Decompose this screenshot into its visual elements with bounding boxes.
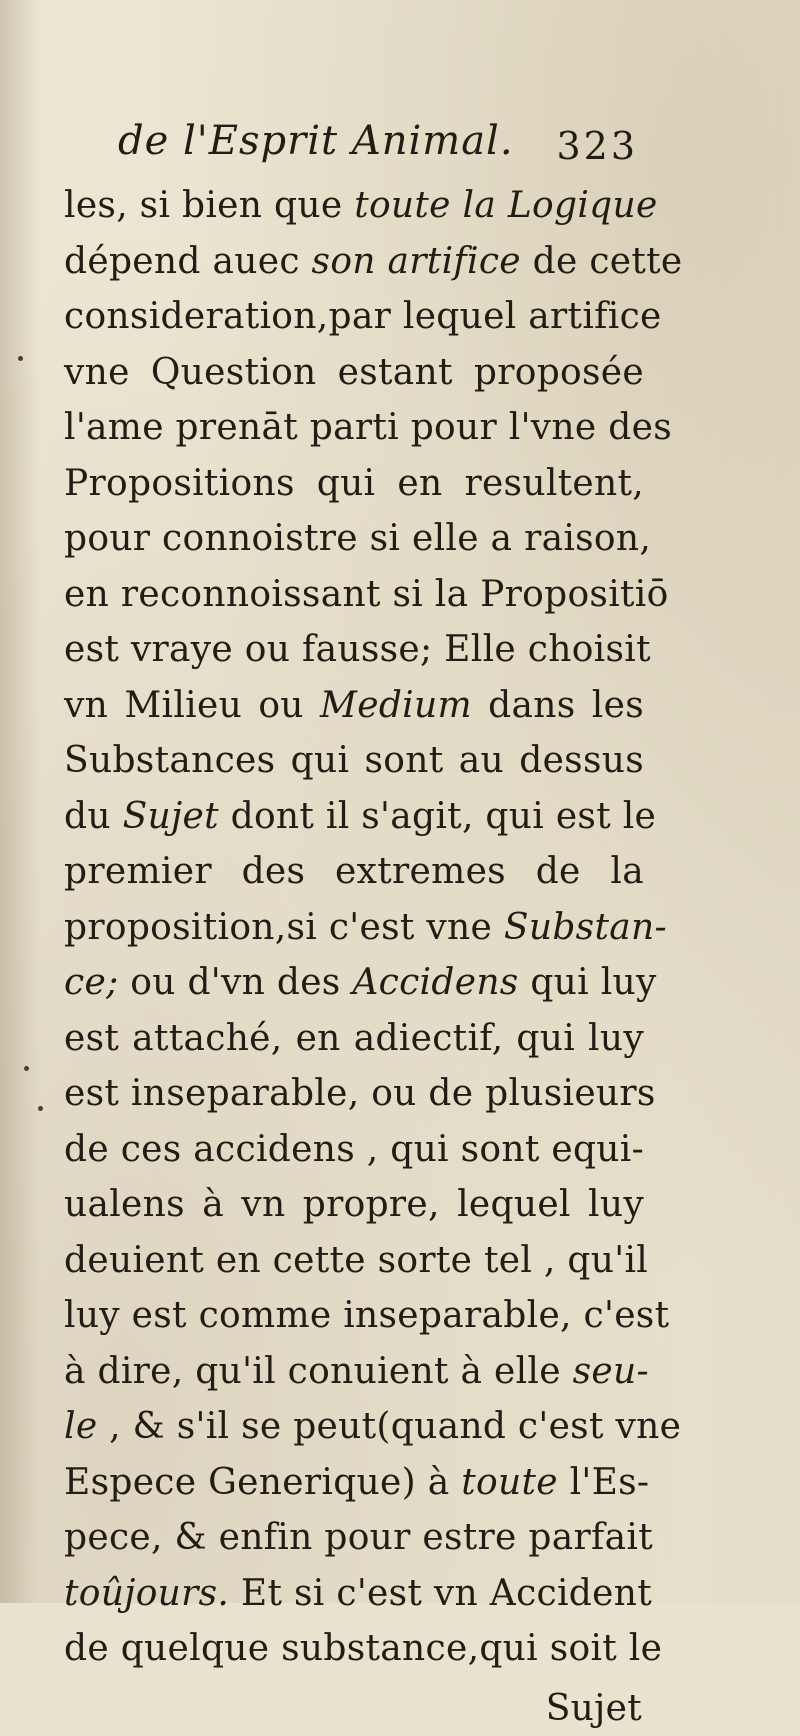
text-line [64,567,644,623]
text-segment: ou d'vn des [119,962,353,1003]
text-segment: est vraye ou fausse; Elle choisit [64,629,651,670]
text-line [64,1399,644,1455]
italic-segment: seu- [573,1351,649,1392]
text-line [64,1122,644,1178]
margin-mark [24,1066,29,1071]
text-line [64,1510,644,1566]
margin-mark [18,356,23,361]
text-line [64,678,644,734]
text-segment: l'ame prenāt parti pour l'vne des [64,407,672,448]
text-line [64,178,644,234]
text-segment: dépend auec [64,241,312,282]
italic-segment: Sujet [123,796,219,837]
text-segment: en reconnoissant si la Propositiō [64,574,669,615]
margin-mark [38,1106,43,1111]
text-segment: Substances qui sont au dessus [64,740,644,781]
text-line [64,1455,644,1511]
text-segment: pece, & enfin pour estre parfait [64,1517,653,1558]
text-segment: pour connoistre si elle a raison, [64,518,651,559]
spine-shadow [0,0,40,1603]
text-line [64,733,644,789]
text-segment: l'Es- [558,1462,650,1503]
page-header [118,118,638,178]
text-segment: est attaché, en adiectif, qui luy [64,1018,644,1059]
page-number: 323 [556,124,638,168]
text-segment: vn Milieu ou [64,685,320,726]
italic-segment: le [64,1406,97,1447]
text-segment: luy est comme inseparable, c'est [64,1295,669,1336]
text-segment: Et si c'est vn Accident [229,1573,652,1614]
italic-segment: Substan- [504,907,667,948]
italic-segment: Medium [320,685,472,726]
text-line [64,1566,644,1622]
text-segment: à dire, qu'il conuient à elle [64,1351,573,1392]
text-segment: qui luy [519,962,657,1003]
text-line [64,900,644,956]
text-line [64,456,644,512]
text-segment: de cette [521,241,683,282]
text-segment: ualens à vn propre, lequel luy [64,1184,644,1225]
text-line [64,1621,644,1677]
text-line [64,1066,644,1122]
text-segment: premier des extremes de la [64,851,644,892]
text-segment: deuient en cette sorte tel , qu'il [64,1240,648,1281]
italic-segment: toute [461,1462,558,1503]
body-text [64,178,644,1736]
text-line [64,844,644,900]
text-line [64,789,644,845]
text-line [64,234,644,290]
text-segment: les, si bien que [64,185,354,226]
text-segment: Propositions qui en resultent, [64,463,644,504]
text-segment: vne Question estant proposée [64,352,644,393]
text-line [64,1177,644,1233]
text-segment: est inseparable, ou de plusieurs [64,1073,656,1114]
text-segment: de quelque substance,qui soit le [64,1628,662,1669]
text-segment: de ces accidens , qui sont equi- [64,1129,644,1170]
running-title: de l'Esprit Animal. [118,118,514,164]
italic-segment: Accidens [352,962,518,1003]
text-segment: consideration,par lequel artifice [64,296,662,337]
text-segment: Espece Generique) à [64,1462,461,1503]
text-segment: du [64,796,123,837]
text-line [64,345,644,401]
italic-segment: toute la Logique [354,185,657,226]
text-segment: proposition,si c'est vne [64,907,504,948]
italic-segment: son artifice [312,241,521,282]
text-segment: dont il s'agit, qui est le [219,796,656,837]
italic-segment: ce; [64,962,119,1003]
catchword: Sujet [64,1681,644,1736]
text-line [64,622,644,678]
text-line [64,400,644,456]
text-line [64,955,644,1011]
text-segment: dans les [472,685,644,726]
text-line [64,511,644,567]
text-line [64,1288,644,1344]
italic-segment: toûjours. [64,1573,229,1614]
text-line [64,1344,644,1400]
text-segment: , & s'il se peut(quand c'est vne [97,1406,681,1447]
text-line [64,1011,644,1067]
text-line [64,1233,644,1289]
text-line [64,289,644,345]
